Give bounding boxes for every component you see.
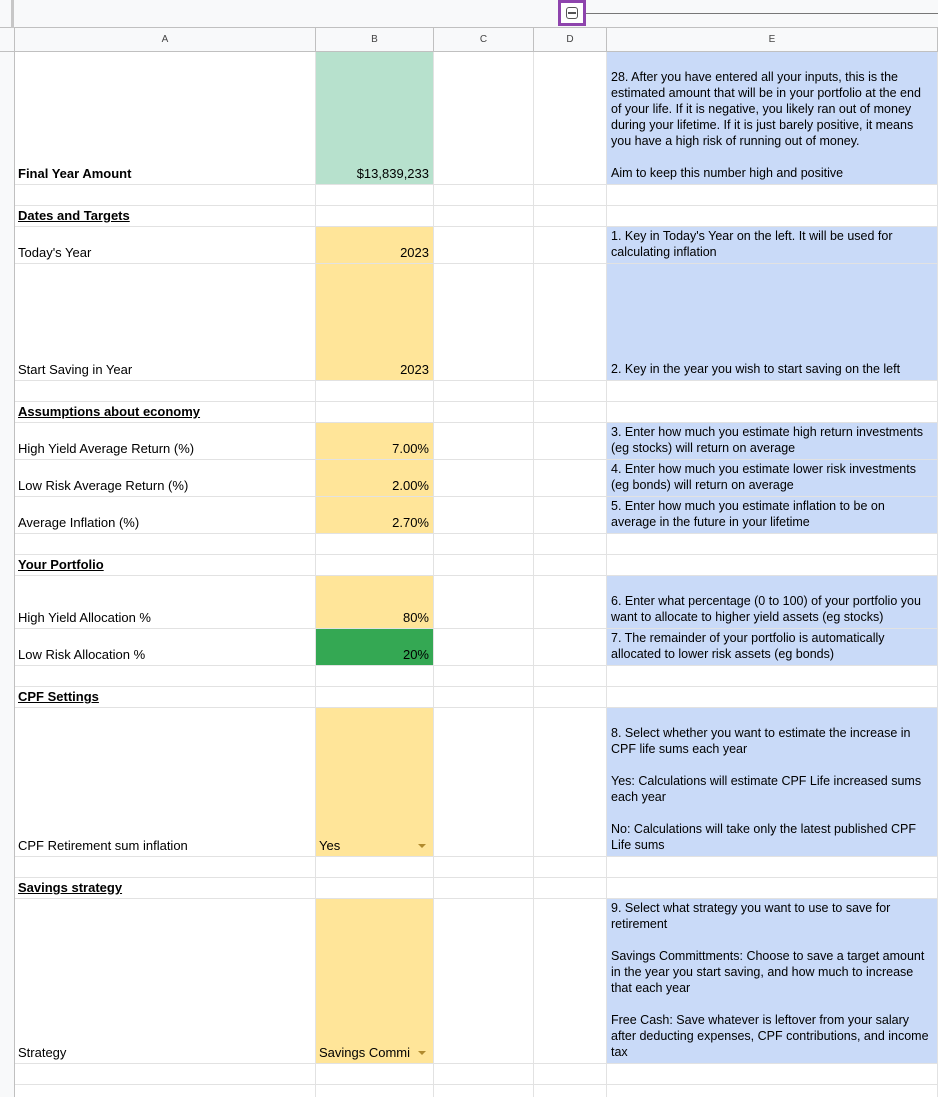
cell-d[interactable] — [534, 381, 607, 402]
cell-note[interactable] — [607, 52, 938, 185]
cell-c[interactable] — [434, 878, 534, 899]
column-header-c[interactable]: C — [434, 28, 534, 52]
cell-note[interactable] — [607, 264, 938, 381]
cell-high-yield-return-input[interactable] — [316, 423, 434, 460]
cell-label[interactable] — [15, 629, 316, 666]
cell-note[interactable] — [607, 576, 938, 629]
todays-year-note: 1. Key in Today's Year on the left. It will be used for calculating inflation — [611, 229, 893, 259]
row-header-gutter[interactable] — [0, 52, 15, 1097]
cell-d[interactable] — [534, 1085, 607, 1097]
cell-c[interactable] — [434, 629, 534, 666]
cell-label[interactable] — [15, 264, 316, 381]
strategy-label: Strategy — [18, 1045, 67, 1060]
high-yield-allocation-value: 80% — [402, 610, 429, 625]
row-todays-year — [15, 227, 938, 264]
cell-label[interactable] — [15, 206, 316, 227]
cell-note[interactable] — [607, 497, 938, 534]
dropdown-arrow-icon[interactable] — [418, 844, 426, 848]
cell-c[interactable] — [434, 1064, 534, 1085]
cell-a[interactable] — [15, 1085, 316, 1097]
cpf-inflation-label: CPF Retirement sum inflation — [18, 838, 188, 853]
row-average-inflation — [15, 497, 938, 534]
cell-d[interactable] — [534, 423, 607, 460]
cell-c[interactable] — [434, 460, 534, 497]
cell-label[interactable] — [15, 497, 316, 534]
cell-a[interactable] — [15, 1064, 316, 1085]
cell-a[interactable] — [15, 185, 316, 206]
cell-e[interactable] — [607, 534, 938, 555]
todays-year-value: 2023 — [400, 245, 429, 260]
cell-b[interactable] — [316, 666, 434, 687]
row-start-saving — [15, 264, 938, 381]
cell-start-saving-input[interactable] — [316, 264, 434, 381]
cell-average-inflation-input[interactable] — [316, 497, 434, 534]
collapse-icon — [566, 7, 578, 19]
high-yield-allocation-label: High Yield Allocation % — [18, 610, 151, 625]
start-saving-value: 2023 — [400, 362, 429, 377]
cell-note[interactable] — [607, 460, 938, 497]
low-risk-allocation-label: Low Risk Allocation % — [18, 647, 146, 662]
section-title-dates: Dates and Targets — [18, 208, 130, 223]
high-yield-allocation-note: 6. Enter what percentage (0 to 100) of your portfolio you want to allocate to higher yield assets (eg stocks) — [611, 594, 921, 624]
cell-e[interactable] — [607, 1085, 938, 1097]
cpf-inflation-selected: Yes — [319, 838, 341, 853]
cpf-inflation-dropdown[interactable] — [316, 708, 434, 857]
cell-c[interactable] — [434, 857, 534, 878]
cell-c[interactable] — [434, 899, 534, 1064]
row-empty — [15, 381, 938, 402]
column-header-a[interactable]: A — [15, 28, 316, 52]
cell-a[interactable] — [15, 666, 316, 687]
strategy-dropdown[interactable] — [316, 899, 434, 1064]
cell-d[interactable] — [534, 629, 607, 666]
group-toolbar — [0, 0, 938, 28]
low-risk-allocation-value: 20% — [402, 647, 429, 662]
cell-c[interactable] — [434, 687, 534, 708]
cell-e[interactable] — [607, 402, 938, 423]
cell-a[interactable] — [15, 534, 316, 555]
cell-c[interactable] — [434, 185, 534, 206]
cell-d[interactable] — [534, 1064, 607, 1085]
cell-label[interactable] — [15, 899, 316, 1064]
section-title-portfolio: Your Portfolio — [18, 557, 104, 572]
cell-low-risk-allocation-value[interactable] — [316, 629, 434, 666]
cell-b[interactable] — [316, 1085, 434, 1097]
cell-b[interactable] — [316, 534, 434, 555]
section-title-economy: Assumptions about economy — [18, 404, 201, 419]
cell-b[interactable] — [316, 555, 434, 576]
cell-note[interactable] — [607, 899, 938, 1064]
cell-label[interactable] — [15, 687, 316, 708]
cell-e[interactable] — [607, 666, 938, 687]
cell-final-year-value[interactable] — [316, 52, 434, 185]
strategy-selected: Savings Commi — [319, 1045, 411, 1060]
section-title-savings: Savings strategy — [18, 880, 123, 895]
collapse-group-button[interactable] — [558, 0, 586, 26]
cell-e[interactable] — [607, 687, 938, 708]
cell-d[interactable] — [534, 460, 607, 497]
cell-b[interactable] — [316, 857, 434, 878]
average-inflation-note: 5. Enter how much you estimate inflation to be on average in the future in your lifetime — [611, 499, 885, 529]
cell-d[interactable] — [534, 878, 607, 899]
cell-c[interactable] — [434, 497, 534, 534]
cell-note[interactable] — [607, 423, 938, 460]
cell-c[interactable] — [434, 666, 534, 687]
row-empty — [15, 534, 938, 555]
cell-d[interactable] — [534, 402, 607, 423]
cell-label[interactable] — [15, 402, 316, 423]
row-section-dates — [15, 206, 938, 227]
row-empty — [15, 857, 938, 878]
cell-e[interactable] — [607, 381, 938, 402]
cell-d[interactable] — [534, 576, 607, 629]
cell-label[interactable] — [15, 460, 316, 497]
cell-c[interactable] — [434, 264, 534, 381]
cell-e[interactable] — [607, 878, 938, 899]
cell-c[interactable] — [434, 576, 534, 629]
low-risk-return-label: Low Risk Average Return (%) — [18, 478, 189, 493]
cell-note[interactable] — [607, 708, 938, 857]
row-empty — [15, 185, 938, 206]
cell-d[interactable] — [534, 899, 607, 1064]
column-header-d[interactable]: D — [534, 28, 607, 52]
cell-c[interactable] — [434, 708, 534, 857]
cell-label[interactable] — [15, 708, 316, 857]
dropdown-arrow-icon[interactable] — [418, 1051, 426, 1055]
strategy-note: 9. Select what strategy you want to use to save for retirement Savings Committments: Choose to save a target amount in the year you start saving, and how much to increase that each year Free Cash: Save whatever is leftover from your salary after deducting expenses, CPF contributions, and income tax — [611, 901, 929, 1059]
cell-e[interactable] — [607, 185, 938, 206]
cell-c[interactable] — [434, 555, 534, 576]
cell-d[interactable] — [534, 857, 607, 878]
cell-c[interactable] — [434, 534, 534, 555]
cell-todays-year-input[interactable] — [316, 227, 434, 264]
cell-e[interactable] — [607, 857, 938, 878]
final-year-note: 28. After you have entered all your inputs, this is the estimated amount that will be in your portfolio at the end of your life. If it is negative, you likely ran out of money during your lifetime. If it is just barely positive, it means you have a high risk of running out of money. Aim to keep this number high and positive — [611, 70, 921, 180]
cell-a[interactable] — [15, 857, 316, 878]
low-risk-allocation-note: 7. The remainder of your portfolio is automatically allocated to lower risk assets (eg bonds) — [611, 631, 885, 661]
final-year-label: Final Year Amount — [18, 166, 132, 181]
column-header-e[interactable]: E — [607, 28, 938, 52]
cell-b[interactable] — [316, 381, 434, 402]
high-yield-return-label: High Yield Average Return (%) — [18, 441, 195, 456]
average-inflation-value: 2.70% — [392, 515, 429, 530]
column-header-b[interactable]: B — [316, 28, 434, 52]
cell-d[interactable] — [534, 264, 607, 381]
cell-d[interactable] — [534, 666, 607, 687]
cell-label[interactable] — [15, 52, 316, 185]
start-saving-note: 2. Key in the year you wish to start saving on the left — [611, 362, 901, 376]
cell-a[interactable] — [15, 381, 316, 402]
cell-c[interactable] — [434, 423, 534, 460]
cell-b[interactable] — [316, 185, 434, 206]
cell-d[interactable] — [534, 185, 607, 206]
cell-label[interactable] — [15, 878, 316, 899]
select-all-corner[interactable] — [0, 28, 15, 52]
cell-b[interactable] — [316, 206, 434, 227]
section-title-cpf: CPF Settings — [18, 689, 99, 704]
column-group-line — [586, 13, 938, 14]
cell-e[interactable] — [607, 206, 938, 227]
cell-note[interactable] — [607, 227, 938, 264]
row-section-economy — [15, 402, 938, 423]
cell-label[interactable] — [15, 576, 316, 629]
cell-d[interactable] — [534, 687, 607, 708]
cell-e[interactable] — [607, 555, 938, 576]
cell-note[interactable] — [607, 629, 938, 666]
row-final-year — [15, 52, 938, 185]
cell-b[interactable] — [316, 687, 434, 708]
cell-c[interactable] — [434, 227, 534, 264]
cell-c[interactable] — [434, 52, 534, 185]
low-risk-return-note: 4. Enter how much you estimate lower risk investments (eg bonds) will return on average — [611, 462, 916, 492]
row-empty — [15, 1064, 938, 1085]
cell-b[interactable] — [316, 1064, 434, 1085]
row-empty — [15, 1085, 938, 1097]
row-section-portfolio — [15, 555, 938, 576]
cell-d[interactable] — [534, 497, 607, 534]
cell-c[interactable] — [434, 381, 534, 402]
final-year-value: $13,839,233 — [356, 166, 429, 181]
cell-label[interactable] — [15, 423, 316, 460]
low-risk-return-value: 2.00% — [392, 478, 429, 493]
cell-high-yield-allocation-input[interactable] — [316, 576, 434, 629]
row-section-cpf — [15, 687, 938, 708]
row-cpf-inflation — [15, 708, 938, 857]
cell-d[interactable] — [534, 227, 607, 264]
cell-b[interactable] — [316, 878, 434, 899]
cell-d[interactable] — [534, 206, 607, 227]
cell-b[interactable] — [316, 402, 434, 423]
todays-year-label: Today's Year — [18, 245, 92, 260]
start-saving-label: Start Saving in Year — [18, 362, 133, 377]
average-inflation-label: Average Inflation (%) — [18, 515, 140, 530]
high-yield-return-value: 7.00% — [392, 441, 429, 456]
row-section-savings — [15, 878, 938, 899]
cell-d[interactable] — [534, 555, 607, 576]
cell-d[interactable] — [534, 52, 607, 185]
cell-c[interactable] — [434, 402, 534, 423]
row-high-yield-allocation — [15, 576, 938, 629]
cell-d[interactable] — [534, 708, 607, 857]
row-low-risk-allocation — [15, 629, 938, 666]
cell-c[interactable] — [434, 1085, 534, 1097]
high-yield-return-note: 3. Enter how much you estimate high return investments (eg stocks) will return on average — [611, 425, 923, 455]
cell-e[interactable] — [607, 1064, 938, 1085]
cell-d[interactable] — [534, 534, 607, 555]
row-strategy — [15, 899, 938, 1064]
cell-label[interactable] — [15, 555, 316, 576]
cpf-inflation-note: 8. Select whether you want to estimate the increase in CPF life sums each year Yes: Calculations will estimate CPF Life increased sums each year No: Calculations will take only the latest published CPF Life sums — [611, 726, 922, 852]
row-high-yield-return — [15, 423, 938, 460]
cell-c[interactable] — [434, 206, 534, 227]
row-empty — [15, 666, 938, 687]
cell-low-risk-return-input[interactable] — [316, 460, 434, 497]
cell-label[interactable] — [15, 227, 316, 264]
row-low-risk-return — [15, 460, 938, 497]
